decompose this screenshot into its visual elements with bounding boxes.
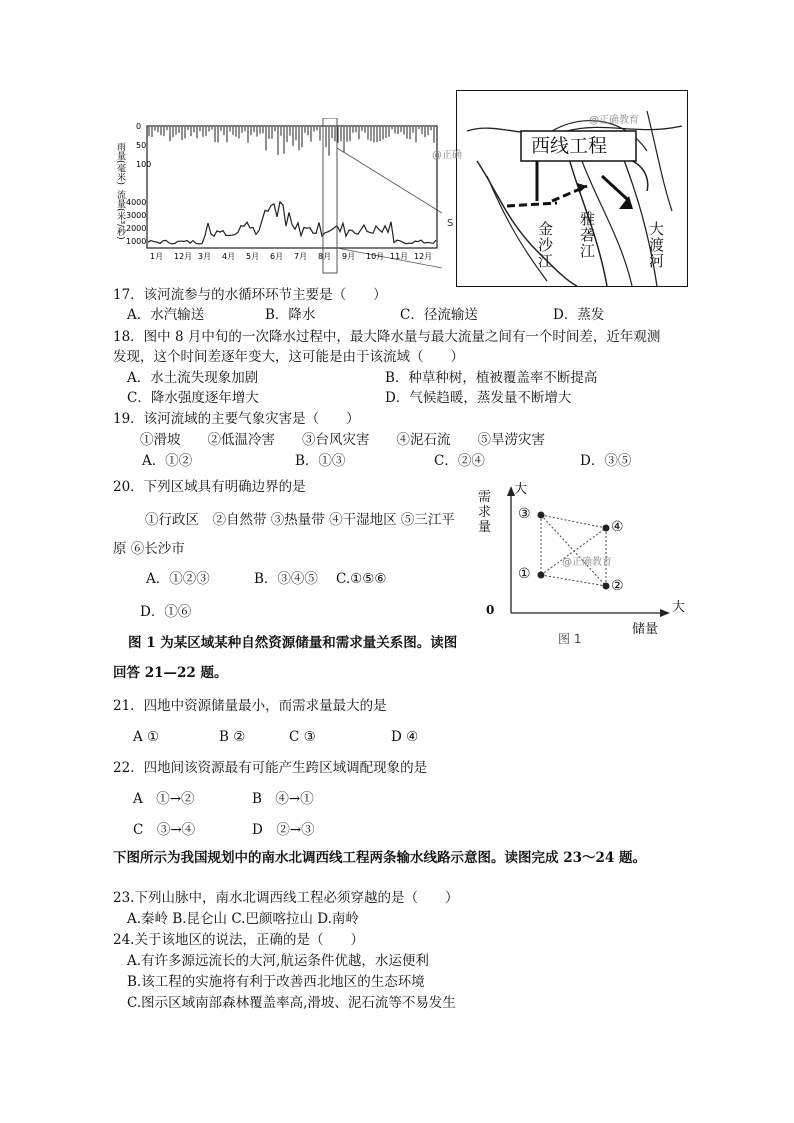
y-axis-label: 需求量	[478, 490, 492, 535]
q22-stem: 22．四地间该资源最有可能产生跨区域调配现象的是	[113, 760, 428, 776]
west-route-map	[456, 90, 688, 287]
rainfall-bars	[149, 127, 434, 156]
q19-stem: 19．该河流域的主要气象灾害是（ ）	[113, 411, 360, 427]
q21-option-a: A ①	[133, 729, 160, 745]
q21-option-c: C ③	[289, 729, 316, 745]
q24-stem: 24.关于该地区的说法，正确的是（ ）	[113, 932, 364, 948]
q18-option-c: C．降水强度逐年增大	[127, 390, 259, 406]
q17-option-a: A．水汽输送	[127, 307, 205, 323]
month-axis	[150, 252, 432, 261]
point-2	[603, 583, 610, 590]
month-label: 7月	[294, 252, 308, 261]
resource-figure	[476, 478, 686, 648]
month-label: 3月	[198, 252, 212, 261]
point-4	[603, 525, 610, 532]
point-3	[538, 512, 545, 519]
rain-tick-label: 100	[136, 160, 152, 169]
q22-option-d: D ②→③	[252, 822, 315, 838]
x-axis-right: 大	[672, 600, 686, 615]
month-label: 12月	[414, 252, 433, 261]
point-label-2: ②	[611, 578, 624, 594]
q21-option-b: B ②	[219, 729, 246, 745]
flow-tick-label: 4000	[126, 198, 147, 207]
x-axis-label: 储量	[632, 622, 659, 637]
q19-choices: ①滑坡 ②低温冷害 ③台风灾害 ④泥石流 ⑤旱涝灾害	[140, 432, 545, 448]
q18-option-a: A．水土流失现象加剧	[127, 370, 259, 386]
resource-watermark: @正确教育	[562, 557, 612, 568]
rain-axis-label: 雨量(毫米)	[115, 142, 125, 186]
q23-stem: 23.下列山脉中，南水北调西线工程必须穿越的是（ ）	[113, 890, 459, 906]
hydrograph-svg	[112, 118, 442, 278]
q22-option-a: A ①→②	[133, 791, 195, 807]
q24-option-a: A.有许多源远流长的大河,航运条件优越，水运便利	[127, 953, 429, 969]
q23-options: A.秦岭 B.昆仑山 C.巴颜喀拉山 D.南岭	[127, 911, 359, 927]
month-label: 12月	[174, 252, 193, 261]
month-label: 6月	[270, 252, 284, 261]
q18-stem-2: 发现，这个时间差逐年变大，这可能是由于该流域（ ）	[113, 349, 464, 365]
q24-option-c: C.图示区域南部森林覆盖率高,滑坡、泥石流等不易发生	[127, 995, 456, 1011]
q20-option-d: D．①⑥	[140, 604, 192, 620]
q22-option-b: B ④→①	[252, 791, 314, 807]
q18-option-d: D．气候趋暖，蒸发量不断增大	[385, 390, 572, 406]
point-label-1: ①	[518, 566, 531, 582]
intro-23-24: 下图所示为我国规划中的南水北调西线工程两条输水线路示意图。读图完成 23～24 题。	[113, 850, 646, 866]
q17-option-b: B．降水	[265, 307, 316, 323]
q21-stem: 21．四地中资源储量最小，而需求量最大的是	[113, 698, 387, 714]
q22-option-c: C ③→④	[133, 822, 196, 838]
flow-axis-label: 流量(米³/秒)	[115, 190, 125, 240]
intro-21-22-line2: 回答 21—22 题。	[113, 665, 228, 681]
river-jinsha: 金沙江	[538, 220, 554, 270]
q19-option-d: D．③⑤	[580, 453, 632, 469]
q24-option-b: B.该工程的实施将有利于改善西北地区的生态环境	[127, 974, 425, 990]
month-label: 5月	[246, 252, 260, 261]
point-label-3: ③	[518, 506, 531, 522]
hydrograph-figure	[112, 118, 442, 278]
q21-option-d: D ④	[391, 729, 419, 745]
flow-line	[148, 202, 436, 244]
month-label: 8月	[318, 252, 332, 261]
intro-21-22-line1: 图 1 为某区域某种自然资源储量和需求量关系图。读图	[128, 635, 458, 651]
q20-option-a: A．①②③	[146, 571, 210, 587]
point-1	[538, 572, 545, 579]
month-label: 1月	[150, 252, 164, 261]
month-label: 11月	[390, 252, 409, 261]
y-axis-top: 大	[514, 482, 528, 497]
month-label: 10月	[366, 252, 385, 261]
q20-choices-2: 原 ⑥长沙市	[113, 541, 185, 557]
point-label-4: ④	[611, 519, 624, 535]
q17-option-d: D．蒸发	[553, 307, 605, 323]
q18-stem-1: 18．图中 8 月中旬的一次降水过程中，最大降水量与最大流量之间有一个时间差，近年观测	[113, 329, 661, 345]
river-yalong: 雅砻江	[580, 210, 596, 260]
river-dadu: 大渡河	[649, 220, 665, 270]
rain-tick-label: 50	[136, 141, 147, 150]
map-title: 西线工程	[531, 135, 608, 157]
flow-tick-label: 2000	[126, 224, 147, 233]
left-watermark: @正确	[432, 150, 462, 161]
rain-tick-label: 0	[136, 122, 142, 131]
q17-stem: 17．该河流参与的水循环环节主要是（ ）	[113, 287, 387, 303]
figure-caption: 图 1	[558, 632, 582, 646]
flow-tick-label: 3000	[126, 211, 147, 220]
map-watermark: @正确教育	[589, 115, 639, 126]
q20-choices-1: ①行政区 ②自然带 ③热量带 ④干湿地区 ⑤三江平	[145, 512, 455, 528]
month-label: 9月	[342, 252, 356, 261]
q19-option-b: B．①③	[295, 453, 346, 469]
month-label: 4月	[222, 252, 236, 261]
q19-option-a: A．①②	[142, 453, 193, 469]
q17-option-c: C．径流输送	[400, 307, 478, 323]
q20-option-b: B．③④⑤	[254, 571, 318, 587]
origin-label: 0	[486, 603, 495, 617]
q20-option-c: C.①⑤⑥	[336, 571, 387, 587]
flow-tick-label: 1000	[126, 237, 147, 246]
q20-stem: 20．下列区域具有明确边界的是	[113, 479, 306, 495]
q19-option-c: C．②④	[434, 453, 485, 469]
stray-mark: S	[447, 218, 454, 229]
q18-option-b: B．种草种树，植被覆盖率不断提高	[385, 370, 598, 386]
